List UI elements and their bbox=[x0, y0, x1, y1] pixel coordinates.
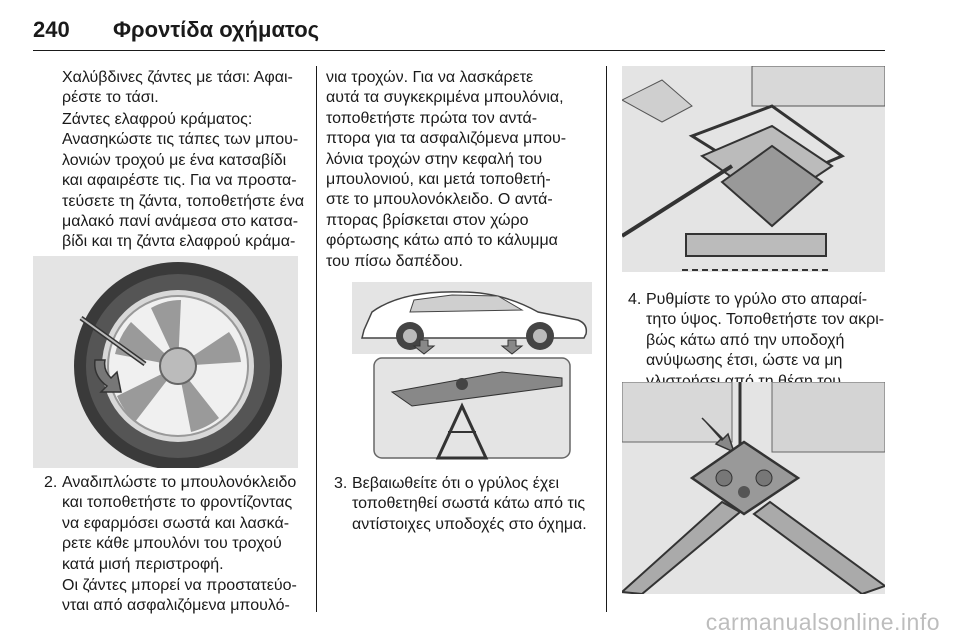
step-3-number: 3. bbox=[334, 475, 348, 492]
page-header bbox=[33, 8, 885, 51]
step-4 bbox=[628, 290, 888, 390]
column-divider-right bbox=[606, 66, 607, 612]
steel-rim-instruction: Χαλύβδινες ζάντες με τάσι: Αφαι- ρέστε το τάσι. bbox=[62, 69, 293, 107]
wheel-wrench-illustration bbox=[33, 256, 298, 468]
step-3 bbox=[334, 474, 604, 544]
adapter-instruction: νια τροχών. Για να λασκάρετε αυτά τα συγκεκριμένα μπουλόνια, τοποθετήστε πρώτα τον αντά- πτορα για τα ασφαλιζόμενα μπου- λόνια τροχών στην κεφαλή του μπουλονιού, και μετά τοποθετή- στε το μπουλονόκλειδο. Ο αντά- πτορας βρίσκεται στον χώρο φόρτωσης κάτω από το κάλυμμα του πίσω δαπέδου. bbox=[326, 69, 567, 270]
step-4-number: 4. bbox=[628, 291, 642, 308]
jack-lift-point-illustration bbox=[622, 382, 885, 594]
locking-bolts-note: Οι ζάντες μπορεί να προστατεύο- νται από ασφαλιζόμενα μπουλό- bbox=[62, 577, 297, 615]
alloy-rim-instruction: Ζάντες ελαφρού κράματος: Ανασηκώστε τις τάπες των μπου- λονιών τροχού με ένα κατσαβίδι και αφαιρέστε τις. Για να προστα- τεύσετε τη ζάντα, τοποθετήστε ένα μαλακό πανί ανάμεσα στο κατσα- βίδι και τη ζάντα ελαφρού κράμα- bbox=[62, 111, 305, 251]
step-4-text: Ρυθμίστε το γρύλο στο απαραί- τητο ύψος. Τοποθετήστε τον ακρι- βώς κάτω από την υποδοχή ανύψωσης έτσι, ώστε να μη bbox=[646, 291, 885, 370]
page-number: 240 bbox=[33, 17, 70, 42]
page-title: Φροντίδα οχήματος bbox=[113, 17, 320, 42]
step-2-text: Αναδιπλώστε το μπουλονόκλειδο και τοποθετήστε το φροντίζοντας να εφαρμόσει σωστά και λασκά- ρετε κάθε μπουλόνι του τροχού κατά μισή περιστροφή. bbox=[62, 474, 297, 573]
column-divider-left bbox=[316, 66, 317, 612]
watermark: carmanualsonline.info bbox=[705, 609, 940, 635]
jack-position-illustration bbox=[352, 282, 592, 460]
step-3-text: Βεβαιωθείτε ότι ο γρύλος έχει τοποθετηθεί σωστά κάτω από τις αντίστοιχες υποδοχές στο όχημα. bbox=[352, 475, 587, 533]
step-2-number: 2. bbox=[44, 474, 58, 491]
jack-closeup-top-illustration bbox=[622, 66, 885, 272]
